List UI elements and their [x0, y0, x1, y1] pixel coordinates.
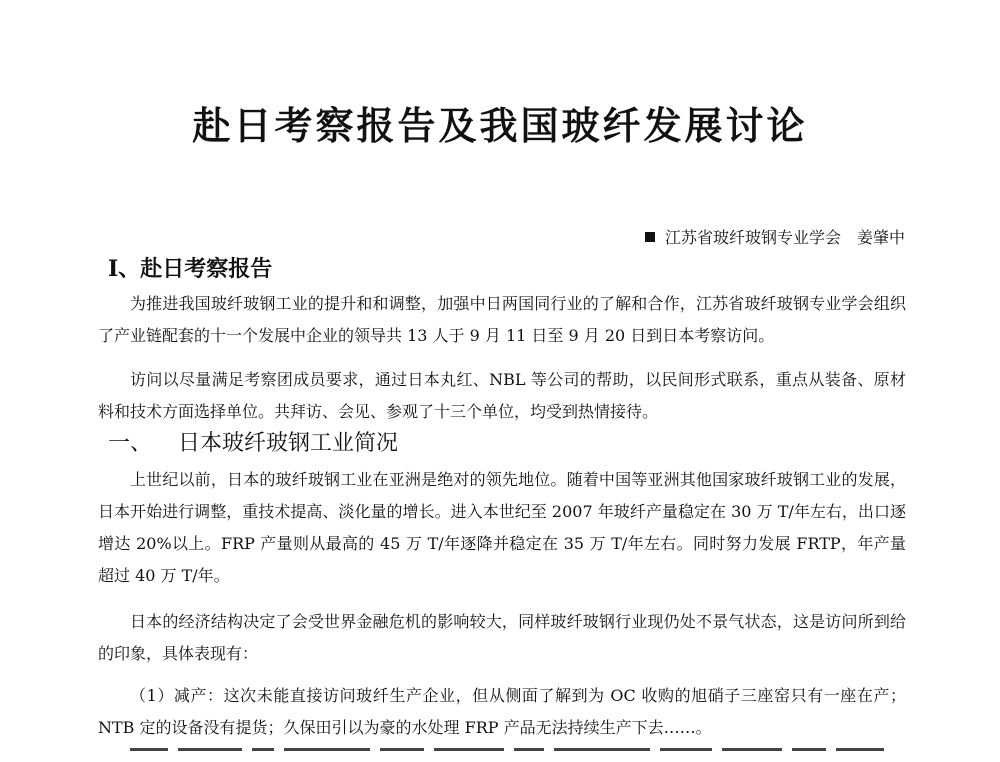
- square-bullet-icon: [645, 232, 655, 242]
- subsection-heading: [108, 428, 398, 460]
- body-paragraph: （1）减产：这次未能直接访问玻纤生产企业，但从侧面了解到为 OC 收购的旭硝子三座窑只有一座在产；NTB 定的设备没有提货；久保田引以为豪的水处理 FRP 产品无法持续生产下去……。: [98, 686, 906, 737]
- section-heading: I、赴日考察报告: [108, 256, 273, 282]
- author-organization: 江苏省玻纤玻钢专业学会: [664, 228, 841, 247]
- document-title: 赴日考察报告及我国玻纤发展讨论: [192, 104, 808, 148]
- body-paragraph: 日本的经济结构决定了会受世界金融危机的影响较大，同样玻纤玻钢行业现仍处不景气状态，这是访问所到给的印象，具体表现有：: [98, 612, 906, 663]
- subsection-number: 一、: [108, 431, 153, 456]
- body-paragraph: 访问以尽量满足考察团成员要求，通过日本丸红、NBL 等公司的帮助，以民间形式联系，重点从装备、原材料和技术方面选择单位。共拜访、会见、参观了十三个单位，均受到热情接待。: [98, 370, 906, 421]
- body-paragraph: 为推进我国玻纤玻钢工业的提升和和调整，加强中日两国同行业的了解和合作，江苏省玻纤玻钢专业学会组织了产业链配套的十一个发展中企业的领导共 13 人于 9 月 11 日至 9 月 20 日到日本考察访问。: [98, 294, 906, 345]
- subsection-title: 日本玻纤玻钢工业简况: [178, 431, 399, 456]
- author-byline: [645, 226, 905, 250]
- body-paragraph: 上世纪以前，日本的玻纤玻钢工业在亚洲是绝对的领先地位。随着中国等亚洲其他国家玻纤玻钢工业的发展，日本开始进行调整，重技术提高、淡化量的增长。进入本世纪至 2007 年玻纤产量稳定在 30 万 T/年左右，出口逐增达 20%以上。FRP 产量则从最高的 45 万 T/年逐降并稳定在 35 万 T/年左右。同时努力发展 FRTP，年产量超过 40 万 T/年。: [98, 470, 906, 585]
- author-name: 姜肇中: [856, 228, 905, 247]
